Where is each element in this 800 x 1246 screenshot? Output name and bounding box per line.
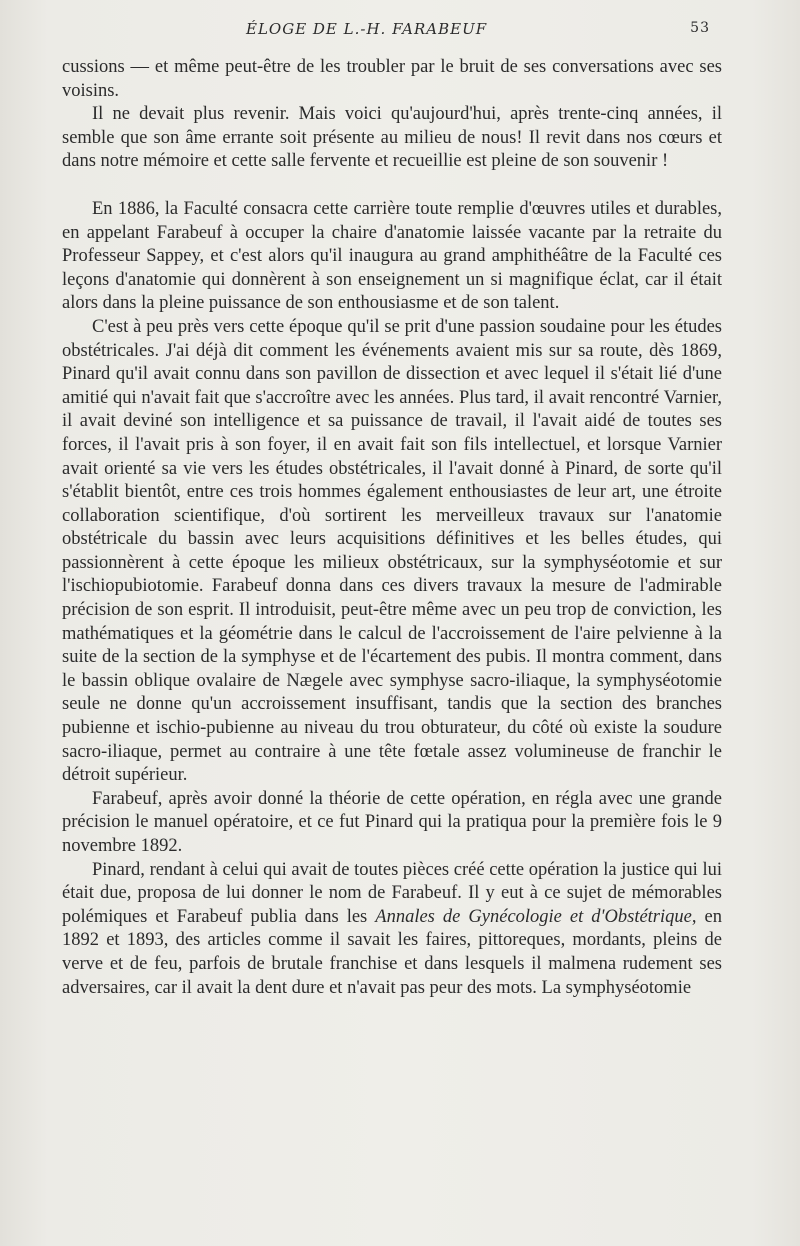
paragraph: Farabeuf, après avoir donné la théorie de cette opération, en régla avec une grande précision le manuel opératoire, et ce fut Pinard qui la pratiqua pour la première fois le 9 novembre 1892.: [62, 788, 722, 856]
running-header: [62, 18, 710, 42]
paragraph-text-after: , en 1892 et 1893, des articles comme il savait les faires, pittoreques, mordants, pleins de verve et de feu, parfois de brutale franchise et dans lesquels il malmena rudement ses adversaires, car il avait la dent dure et n'avait pas peur des mots. La symphyséotomie: [62, 906, 722, 998]
paragraph: cussions — et même peut-être de les troubler par le bruit de ses conversations avec ses voisins.: [62, 57, 722, 101]
header-title: ÉLOGE DE L.-H. FARABEUF: [246, 20, 488, 38]
paragraph: Il ne devait plus revenir. Mais voici qu'aujourd'hui, après trente-cinq années, il semble que son âme errante soit présente au milieu de nous! Il revit dans nos cœurs et dans notre mémoire et cette salle fervente et recueillie est pleine de son souvenir !: [62, 104, 722, 172]
paragraph-text-before: Pinard, rendant à celui qui avait de toutes pièces créé cette opération la justice qui lui était due, proposa de lui donner le nom de Farabeuf. Il y eut à ce sujet de mémorables polémiques et Farabeuf publia dans les: [62, 859, 722, 927]
paragraph: En 1886, la Faculté consacra cette carrière toute remplie d'œuvres utiles et durables, en appelant Farabeuf à occuper la chaire d'anatomie laissée vacante par la retraite du Professeur Sappey, et c'est alors qu'il inaugura au grand amphithéâtre de la Faculté ces leçons d'anatomie qui donnèrent à son enseignement un si magnifique éclat, car il était alors dans la pleine puissance de son enthousiasme et de son talent.: [62, 198, 722, 314]
paragraph: C'est à peu près vers cette époque qu'il se prit d'une passion soudaine pour les études obstétricales. J'ai déjà dit comment les événements avaient mis sur sa route, dès 1869, Pinard qu'il avait connu dans son pavillon de dissection et avec lequel il s'était lié d'une amitié qui n'avait fait que s'accroître avec les années. Plus tard, il avait rencontré Varnier, il avait deviné son intelligence et sa puissance de travail, il l'avait aidé de toutes ses forces, il l'avait pris à son foyer, il en avait fait son fils intellectuel, et lorsque Varnier avait orienté sa vie vers les études obstétricales, il l'avait donné à Pinard, de sorte qu'il s'établit bientôt, entre ces trois hommes également enthousiastes de leur art, une étroite collaboration scientifique, d'où sortirent les merveilleux travaux sur l'anatomie obstétricale du bassin avec leurs acquisitions définitives et les belles études, qui passionnèrent à cette époque les milieux obstétricaux, sur la symphyséotomie et sur l'ischiopubiotomie. Farabeuf donna dans ces divers travaux la mesure de l'admirable précision de son esprit. Il introduisit, peut-être même avec un peu trop de conviction, les mathématiques et la géométrie dans le calcul de l'accroissement de l'aire pelvienne à la suite de la section de la symphyse et de l'écartement des pubis. Il montra comment, dans le bassin oblique ovalaire de Nægele avec symphyse sacro-iliaque, la symphyséotomie seule ne donne qu'un accroissement insuffisant, tandis que la section des branches pubienne et ischio-pubienne au niveau du trou obturateur, du côté où existe la soudure sacro-iliaque, permet au contraire à une tête fœtale assez volumineuse de franchir le détroit supérieur.: [62, 316, 722, 786]
body-text: [62, 56, 722, 1000]
paragraph-last: [62, 859, 722, 1001]
journal-title: Annales de Gynécologie et d'Obstétrique: [375, 906, 692, 927]
page-number: 53: [690, 20, 710, 36]
